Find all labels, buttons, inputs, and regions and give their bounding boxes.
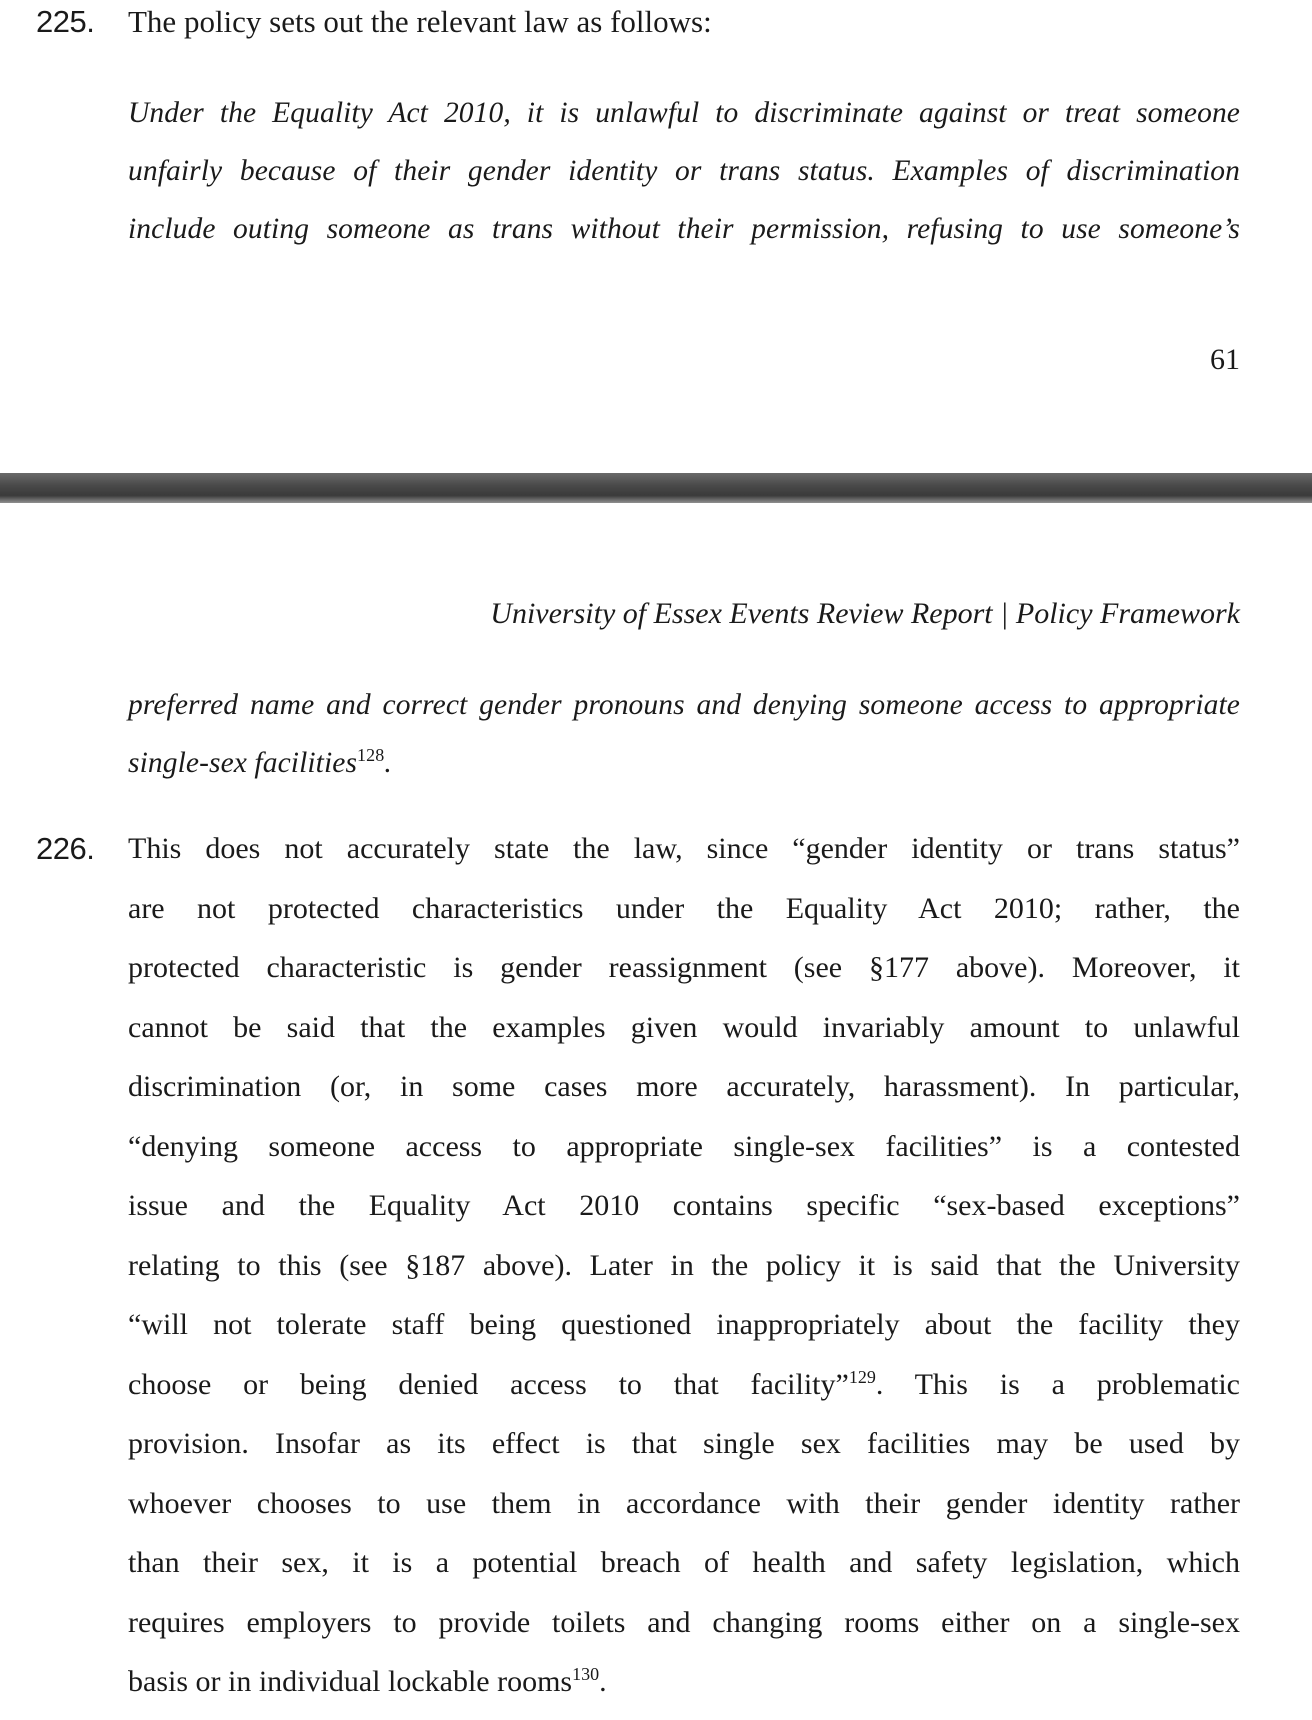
paragraph-line: are not protected characteristics under the Equality Act 2010; rather, the (128, 891, 1240, 925)
quote-line (128, 734, 1240, 792)
paragraph-line-footnote-129 (128, 1355, 1240, 1415)
paragraph-line: “will not tolerate staff being questioned inappropriately about the facility they (128, 1308, 1240, 1341)
quote-line: Under the Equality Act 2010, it is unlawful to discriminate against or treat someone (128, 97, 1240, 129)
paragraph-line: whoever chooses to use them in accordance with their gender identity rather (128, 1486, 1240, 1520)
footnote-ref-130[interactable]: 130 (572, 1664, 600, 1684)
paragraph-line: This does not accurately state the law, since “gender identity or trans status” (128, 832, 1240, 865)
paragraph-line: requires employers to provide toilets and changing rooms either on a single-sex (128, 1605, 1240, 1639)
paragraph-line: cannot be said that the examples given would invariably amount to unlawful (128, 1010, 1240, 1044)
paragraph-line: relating to this (see §187 above). Later in the policy it is said that the University (128, 1248, 1240, 1282)
policy-quote (128, 84, 1240, 258)
page-62 (0, 503, 1312, 1720)
running-header: University of Essex Events Review Report | Policy Framework (490, 597, 1240, 630)
footnote-ref-129[interactable]: 129 (848, 1366, 876, 1387)
policy-quote-continued (128, 676, 1240, 792)
page-number: 61 (1210, 343, 1240, 376)
paragraph-line: provision. Insofar as its effect is that single sex facilities may be used by (128, 1427, 1240, 1460)
paragraph-line: than their sex, it is a potential breach of health and safety legislation, which (128, 1546, 1240, 1579)
paragraph-number-225: 225. (36, 4, 95, 39)
quote-line: include outing someone as trans without their permission, refusing to use someone’s (128, 213, 1240, 245)
paragraph-226 (128, 819, 1240, 1712)
paragraph-number-226: 226. (36, 831, 95, 866)
paragraph-line: discrimination (or, in some cases more accurately, harassment). In particular, (128, 1070, 1240, 1103)
quote-end: . (384, 747, 392, 779)
paragraph-225-intro: The policy sets out the relevant law as follows: (128, 4, 712, 39)
quote-line-text: single-sex facilities (128, 747, 358, 779)
page-separator (0, 473, 1312, 503)
line-text: choose or being denied access to that facility” (128, 1367, 849, 1401)
line-text: basis or in individual lockable rooms (128, 1665, 573, 1698)
paragraph-line: issue and the Equality Act 2010 contains specific “sex-based exceptions” (128, 1189, 1240, 1222)
line-text: . This is a problematic (875, 1367, 1240, 1401)
footnote-ref-128[interactable]: 128 (357, 745, 385, 765)
paragraph-line-footnote-130 (128, 1652, 1240, 1712)
quote-line: unfairly because of their gender identity or trans status. Examples of discrimination (128, 155, 1240, 187)
page-61 (0, 0, 1312, 473)
paragraph-line: protected characteristic is gender reassignment (see §177 above). Moreover, it (128, 951, 1240, 984)
line-end: . (599, 1665, 607, 1698)
paragraph-line: “denying someone access to appropriate single-sex facilities” is a contested (128, 1129, 1240, 1163)
quote-line: preferred name and correct gender pronouns and denying someone access to appropriate (128, 689, 1240, 721)
